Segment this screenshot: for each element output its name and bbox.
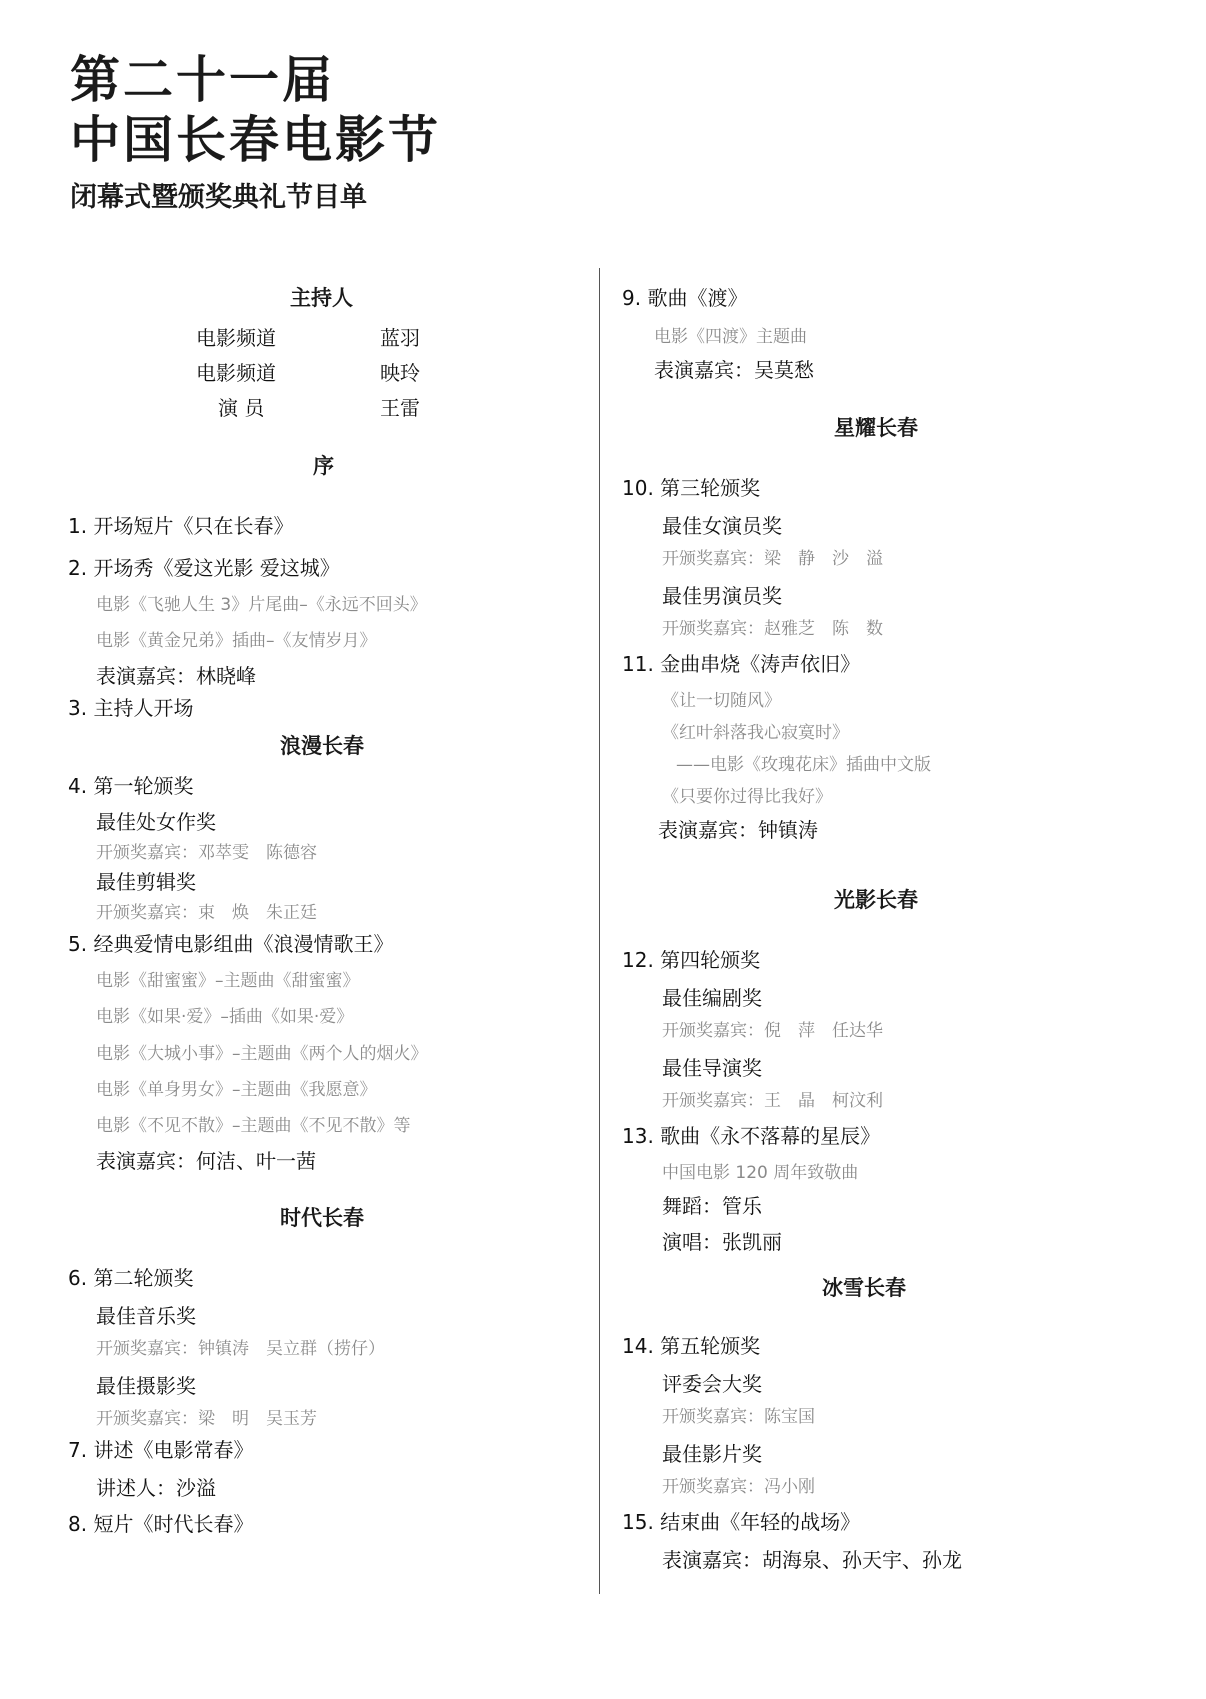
award-name: 最佳摄影奖 — [96, 1374, 196, 1398]
presenter-line: 开颁奖嘉宾：赵雅芝 陈 数 — [662, 619, 883, 639]
program-note: 《红叶斜落我心寂寞时》 — [662, 723, 849, 743]
program-item: 12. 第四轮颁奖 — [622, 948, 761, 972]
performer-line: 表演嘉宾：何洁、叶一茜 — [96, 1149, 316, 1173]
presenter-line: 开颁奖嘉宾：邓萃雯 陈德容 — [96, 843, 317, 863]
program-item: 4. 第一轮颁奖 — [68, 774, 194, 798]
presenter-line: 开颁奖嘉宾：冯小刚 — [662, 1477, 815, 1497]
program-item: 14. 第五轮颁奖 — [622, 1334, 761, 1358]
section-light-title: 光影长春 — [834, 888, 918, 912]
host-name: 王雷 — [380, 396, 420, 420]
program-note: 电影《甜蜜蜜》–主题曲《甜蜜蜜》 — [96, 971, 360, 991]
program-item: 2. 开场秀《爱这光影 爱这城》 — [68, 556, 340, 580]
presenter-line: 开颁奖嘉宾：束 焕 朱正廷 — [96, 903, 317, 923]
program-note: 《让一切随风》 — [662, 691, 781, 711]
award-name: 最佳处女作奖 — [96, 810, 216, 834]
host-name: 蓝羽 — [380, 326, 420, 350]
program-item: 10. 第三轮颁奖 — [622, 476, 761, 500]
program-note: 电影《四渡》主题曲 — [654, 327, 807, 347]
singer-line: 演唱：张凯丽 — [662, 1230, 782, 1254]
program-item: 7. 讲述《电影常春》 — [68, 1438, 254, 1462]
presenter-line: 开颁奖嘉宾：倪 萍 任达华 — [662, 1021, 883, 1041]
program-note: 电影《飞驰人生 3》片尾曲–《永远不回头》 — [96, 595, 427, 615]
performer-line: 表演嘉宾：胡海泉、孙天宇、孙龙 — [662, 1548, 962, 1572]
program-note: 《只要你过得比我好》 — [662, 787, 832, 807]
program-item: 11. 金曲串烧《涛声依旧》 — [622, 652, 861, 676]
program-item: 9. 歌曲《渡》 — [622, 286, 748, 310]
award-name: 最佳影片奖 — [662, 1442, 762, 1466]
presenter-line: 开颁奖嘉宾：王 晶 柯汶利 — [662, 1091, 883, 1111]
program-note: 电影《黄金兄弟》插曲–《友情岁月》 — [96, 631, 377, 651]
program-note: 中国电影 120 周年致敬曲 — [662, 1163, 859, 1183]
section-era-title: 时代长春 — [280, 1206, 364, 1230]
presenter-line: 开颁奖嘉宾：梁 明 吴玉芳 — [96, 1409, 317, 1429]
program-item: 5. 经典爱情电影组曲《浪漫情歌王》 — [68, 932, 394, 956]
host-role: 电影频道 — [196, 361, 276, 385]
edition-title: 第二十一届 — [70, 51, 335, 109]
program-item: 6. 第二轮颁奖 — [68, 1266, 194, 1290]
performer-line: 表演嘉宾：吴莫愁 — [654, 358, 814, 382]
section-prelude-title: 序 — [313, 454, 334, 478]
award-name: 最佳音乐奖 — [96, 1304, 196, 1328]
program-subtitle: 闭幕式暨颁奖典礼节目单 — [70, 182, 367, 213]
section-romance-title: 浪漫长春 — [280, 734, 364, 758]
award-name: 最佳女演员奖 — [662, 514, 782, 538]
presenter-line: 开颁奖嘉宾：梁 静 沙 溢 — [662, 549, 883, 569]
program-note: 电影《如果·爱》–插曲《如果·爱》 — [96, 1007, 354, 1027]
festival-title: 中国长春电影节 — [70, 111, 441, 169]
presenter-line: 开颁奖嘉宾：陈宝国 — [662, 1407, 815, 1427]
award-name: 最佳编剧奖 — [662, 986, 762, 1010]
program-item: 3. 主持人开场 — [68, 696, 194, 720]
performer-line: 表演嘉宾：林晓峰 — [96, 664, 256, 688]
host-name: 映玲 — [380, 361, 420, 385]
program-item: 13. 歌曲《永不落幕的星辰》 — [622, 1124, 881, 1148]
award-name: 最佳男演员奖 — [662, 584, 782, 608]
program-title-block — [70, 50, 441, 218]
section-ice-title: 冰雪长春 — [822, 1276, 906, 1300]
program-item: 15. 结束曲《年轻的战场》 — [622, 1510, 861, 1534]
award-name: 评委会大奖 — [662, 1372, 762, 1396]
section-hosts-title: 主持人 — [290, 286, 353, 310]
dance-line: 舞蹈：管乐 — [662, 1194, 762, 1218]
program-note: ——电影《玫瑰花床》插曲中文版 — [676, 755, 931, 775]
award-name: 最佳剪辑奖 — [96, 870, 196, 894]
host-role: 电影频道 — [196, 326, 276, 350]
program-item: 1. 开场短片《只在长春》 — [68, 514, 294, 538]
performer-line: 表演嘉宾：钟镇涛 — [658, 818, 818, 842]
award-name: 最佳导演奖 — [662, 1056, 762, 1080]
program-note: 电影《不见不散》–主题曲《不见不散》等 — [96, 1116, 411, 1136]
program-note: 电影《大城小事》–主题曲《两个人的烟火》 — [96, 1044, 428, 1064]
section-star-title: 星耀长春 — [834, 416, 918, 440]
presenter-line: 开颁奖嘉宾：钟镇涛 吴立群（捞仔） — [96, 1339, 385, 1359]
program-note: 电影《单身男女》–主题曲《我愿意》 — [96, 1080, 377, 1100]
narrator-line: 讲述人：沙溢 — [96, 1476, 216, 1500]
host-role: 演 员 — [218, 396, 265, 420]
program-item: 8. 短片《时代长春》 — [68, 1512, 254, 1536]
column-divider — [599, 268, 600, 1594]
